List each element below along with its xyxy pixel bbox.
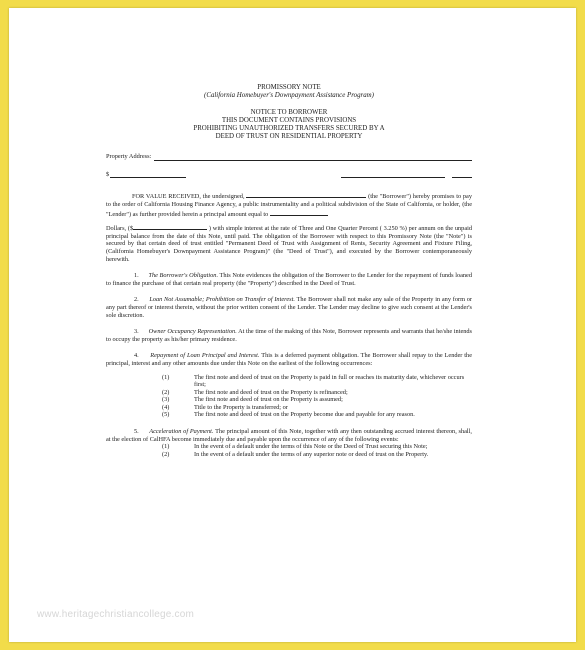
promissory-note-document bbox=[106, 84, 472, 458]
section-4-text: This is a deferred payment obligation. The Borrower shall repay to the Lender the principal, interest and any other amounts due under this Note on the earliest of the following occurrences: bbox=[106, 352, 472, 367]
list-item-text: The first note and deed of trust on the Property is paid in full or reaches its maturity date, whichever occurs first; bbox=[194, 373, 465, 389]
dollar-sign: $ bbox=[106, 170, 110, 178]
list-item-number: (1) bbox=[162, 373, 170, 381]
document-subtitle: (California Homebuyer's Downpayment Assistance Program) bbox=[204, 91, 374, 99]
list-item bbox=[162, 389, 472, 397]
property-address-label: Property Address: bbox=[106, 153, 152, 161]
section-5-text: The principal amount of this Note, together with any then outstanding accrued interest thereon, shall, at the election of CalHFA become immediately due and payable upon the occurrence of any of the following events: bbox=[106, 428, 472, 443]
for-value-paragraph bbox=[106, 191, 472, 218]
section-5 bbox=[106, 428, 472, 443]
list-item bbox=[162, 404, 472, 412]
section-1-text: This Note evidences the obligation of the Borrower to the Lender for the repayment of funds loaned to finance the purchase of that certain real property (the "Property") described in the Deed of Trust. bbox=[106, 272, 473, 287]
dollars-intro: Dollars, ($ bbox=[106, 225, 134, 233]
notice-line-3: PROHIBITING UNAUTHORIZED TRANSFERS SECURED BY A bbox=[193, 124, 385, 132]
list-item-number: (1) bbox=[162, 443, 170, 451]
list-item-number: (2) bbox=[162, 388, 170, 396]
section-4 bbox=[106, 352, 472, 367]
section-4-heading: Repayment of Loan Principal and Interest. bbox=[150, 352, 260, 360]
section-1 bbox=[106, 272, 472, 287]
list-item bbox=[162, 411, 472, 419]
document-title: PROMISSORY NOTE bbox=[257, 84, 321, 91]
list-item-text: In the event of a default under the terms of any superior note or deed of trust on the Property. bbox=[194, 450, 429, 458]
list-item-number: (3) bbox=[162, 396, 170, 404]
amount-date-row bbox=[106, 171, 472, 179]
section-3 bbox=[106, 328, 472, 343]
list-item-text: The first note and deed of trust on the Property is assumed; bbox=[194, 396, 343, 404]
amount-line bbox=[110, 171, 186, 178]
list-item-text: The first note and deed of trust on the Property become due and payable for any reason. bbox=[194, 411, 415, 419]
list-item-number: (4) bbox=[162, 403, 170, 411]
for-value-intro: FOR VALUE RECEIVED, the undersigned, bbox=[132, 193, 245, 201]
section-3-text: At the time of the making of this Note, Borrower represents and warrants that he/she intends to occupy the property as his/her primary residence. bbox=[106, 328, 472, 343]
section-2-heading: Loan Not Assumable; Prohibition on Transfer of Interest. bbox=[149, 296, 295, 304]
borrower-name-line bbox=[246, 191, 366, 198]
document-page bbox=[9, 8, 576, 642]
dollars-text: ) with simple interest at the rate of Three and One Quarter Percent ( 3.250 %) per annum on the unpaid principal balance from the date of this Note, until paid. The obligation of the Borrower with respect to this Promissory Note (the "Note") is secured by that certain deed of trust entitled "Permanent Deed of Trust with Assignment of Rents, Security Agreement and Fixture Filing, (California Homebuyer's Downpayment Assistance Program)" (the "Deed of Trust"), and executed by the Borrower contemporaneously herewith. bbox=[106, 225, 473, 263]
section-2-number: 2. bbox=[134, 296, 139, 304]
date-line bbox=[452, 171, 472, 178]
section-2-text: The Borrower shall not make any sale of the Property in any form or any part thereof or interest therein, without the prior written consent of the Lender. The Lender may decline to give such consent at the Lender's sole discretion. bbox=[106, 296, 472, 319]
list-item bbox=[162, 396, 472, 404]
section-2 bbox=[106, 296, 472, 319]
notice-line-1: NOTICE TO BORROWER bbox=[250, 109, 328, 117]
list-item-text: Title to the Property is transferred; or bbox=[194, 403, 288, 411]
notice-line-4: DEED OF TRUST ON RESIDENTIAL PROPERTY bbox=[215, 132, 363, 140]
list-item-text: The first note and deed of trust on the Property is refinanced; bbox=[194, 388, 348, 396]
section-5-list bbox=[162, 443, 472, 458]
for-value-text: (the "Borrower") hereby promises to pay to the order of California Housing Finance Agency, a public instrumentality and a political subdivision of the State of California, or holder, (the "Lender") as further provided herein a principal amount equal to bbox=[106, 193, 472, 218]
section-3-heading: Owner Occupancy Representation. bbox=[148, 328, 237, 336]
section-1-heading: The Borrower's Obligation. bbox=[148, 272, 219, 280]
list-item-text: In the event of a default under the terms of this Note or the Deed of Trust securing this Note; bbox=[194, 443, 428, 451]
property-address-line bbox=[154, 154, 472, 161]
list-item-number: (2) bbox=[162, 450, 170, 458]
section-4-number: 4. bbox=[134, 352, 139, 360]
list-item-number: (5) bbox=[162, 411, 170, 419]
list-item bbox=[162, 443, 472, 451]
dollars-paragraph bbox=[106, 223, 472, 263]
title-block bbox=[106, 84, 472, 140]
notice-line-2: THIS DOCUMENT CONTAINS PROVISIONS bbox=[221, 117, 357, 125]
dollars-amount-line bbox=[133, 223, 207, 230]
list-item bbox=[162, 374, 472, 389]
watermark-text: www.heritagechristiancollege.com bbox=[37, 609, 195, 620]
list-item bbox=[162, 451, 472, 459]
section-1-number: 1. bbox=[134, 272, 139, 280]
city-line bbox=[341, 171, 445, 178]
section-3-number: 3. bbox=[134, 328, 139, 336]
property-address-row bbox=[106, 153, 472, 161]
section-4-list bbox=[162, 374, 472, 420]
section-5-number: 5. bbox=[134, 428, 139, 436]
principal-amount-line bbox=[270, 209, 328, 216]
section-5-heading: Acceleration of Payment. bbox=[149, 428, 214, 436]
